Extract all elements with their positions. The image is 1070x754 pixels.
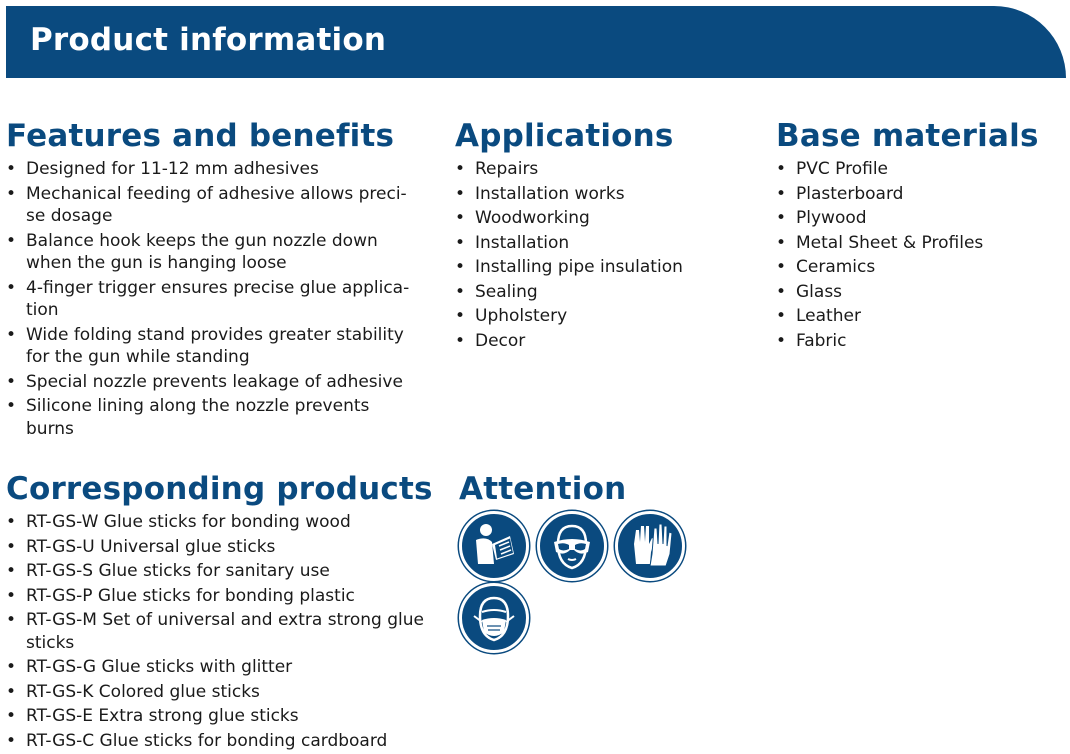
list-item: • Installation [455,232,755,255]
list-item: • Metal Sheet & Profiles [776,232,1066,255]
list-item: • Sealing [455,281,755,304]
list-item: • RT-GS-E Extra strong glue sticks [6,705,436,728]
list-item: • RT-GS-M Set of universal and extra strong glue sticks [6,609,436,654]
list-item: • Silicone lining along the nozzle prevents burns [6,395,416,440]
list-item: • RT-GS-G Glue sticks with glitter [6,656,436,679]
applications-list [455,158,755,352]
list-item: • PVC Profile [776,158,1066,181]
corresponding-products-list [6,511,436,752]
features-section [6,118,416,442]
list-item: • RT-GS-K Colored glue sticks [6,681,436,704]
features-list [6,158,416,440]
attention-section [459,471,719,661]
header-banner [6,6,1066,78]
list-item: • RT-GS-S Glue sticks for sanitary use [6,560,436,583]
protective-gloves-icon [615,511,685,581]
list-item: • Plywood [776,207,1066,230]
list-item: • RT-GS-U Universal glue sticks [6,536,436,559]
page-title: Product information [30,22,387,58]
list-item: • Installing pipe insulation [455,256,755,279]
list-item: • Ceramics [776,256,1066,279]
corresponding-products-heading: Corresponding products [6,471,433,507]
list-item: • Decor [455,330,755,353]
list-item: • Special nozzle prevents leakage of adhesive [6,371,416,394]
list-item: • Designed for 11-12 mm adhesives [6,158,416,181]
list-item: • Leather [776,305,1066,328]
base-materials-list [776,158,1066,352]
list-item: • Installation works [455,183,755,206]
read-manual-icon [459,511,529,581]
list-item: • Upholstery [455,305,755,328]
list-item: • Wide folding stand provides greater stability for the gun while standing [6,324,416,369]
list-item: • Balance hook keeps the gun nozzle down when the gun is hanging loose [6,230,416,275]
safety-goggles-icon [537,511,607,581]
list-item: • RT-GS-C Glue sticks for bonding cardboard [6,730,436,753]
list-item: • Repairs [455,158,755,181]
features-heading: Features and benefits [6,118,395,154]
corresponding-products-section [6,471,436,754]
list-item: • 4-finger trigger ensures precise glue applica-tion [6,277,416,322]
safety-signs [459,511,699,661]
face-mask-icon [459,583,529,653]
applications-heading: Applications [455,118,674,154]
list-item: • Glass [776,281,1066,304]
list-item: • RT-GS-P Glue sticks for bonding plastic [6,585,436,608]
list-item: • Plasterboard [776,183,1066,206]
list-item: • Fabric [776,330,1066,353]
base-materials-heading: Base materials [776,118,1039,154]
list-item: • Woodworking [455,207,755,230]
base-materials-section [776,118,1066,354]
attention-heading: Attention [459,471,627,507]
list-item: • Mechanical feeding of adhesive allows preci-se dosage [6,183,416,228]
applications-section [455,118,755,354]
list-item: • RT-GS-W Glue sticks for bonding wood [6,511,436,534]
